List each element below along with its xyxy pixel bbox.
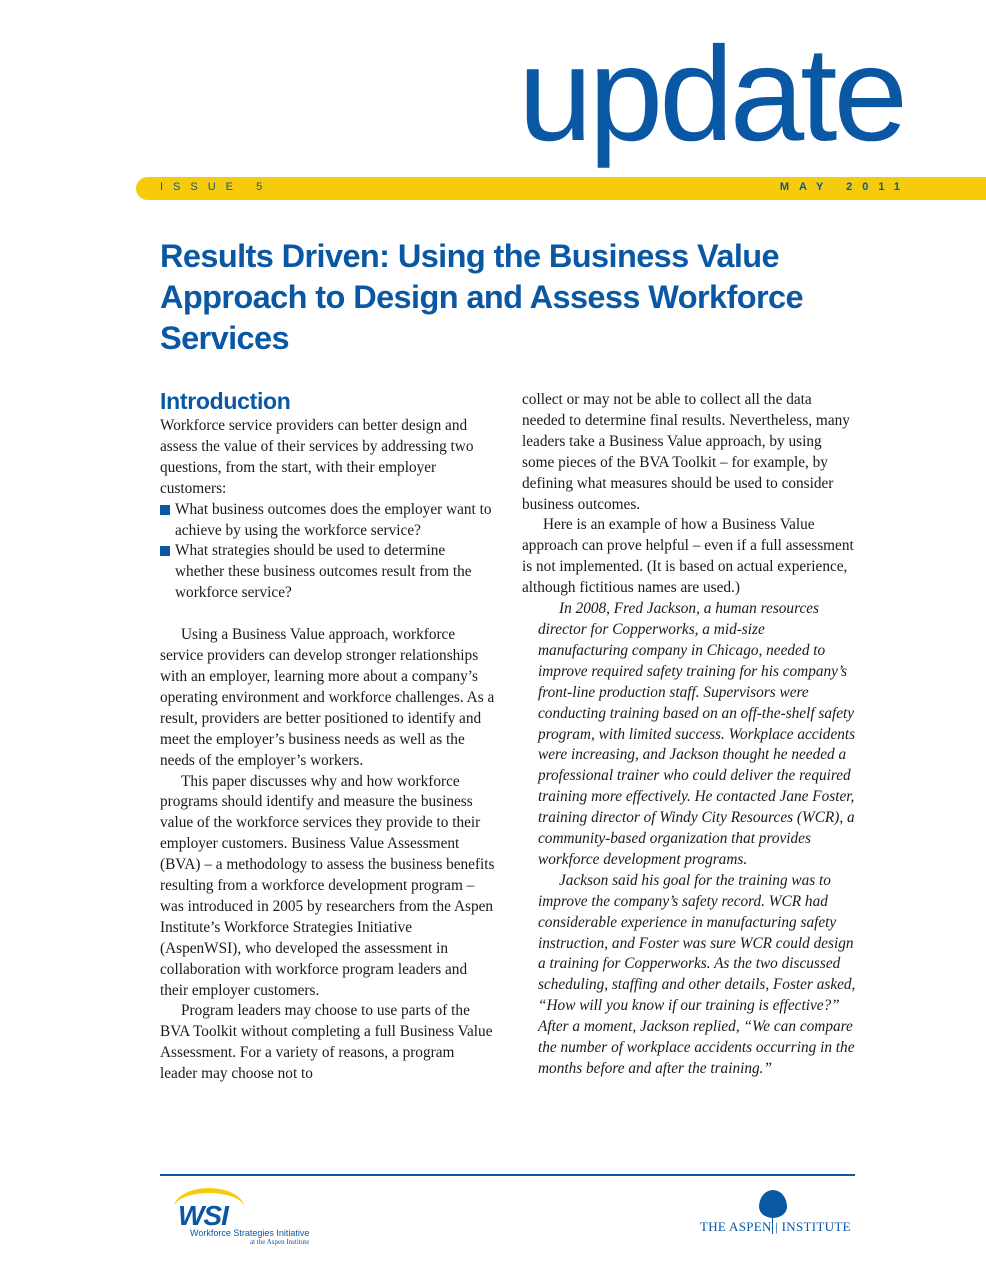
body-paragraph: This paper discusses why and how workforce programs should identify and measure the business value of the workforce services they provide to their employer customers. Business Value Assessment (BVA) – a methodology to assess the business benefits resulting from a workforce development program – was introduced in 2005 by researchers from the Aspen Institute’s Workforce Strategies Initiative (AspenWSI), who developed the assessment in collaboration with workforce program leaders and their employer customers. — [160, 772, 495, 999]
body-paragraph: Program leaders may choose to use parts of the BVA Toolkit without completing a full Business Value Assessment. For a variety of reasons, a program leader may choose not to — [160, 1002, 493, 1083]
square-bullet-icon — [160, 505, 170, 515]
body-paragraph: Here is an example of how a Business Value approach can prove helpful – even if a full assessment is not implemented. (It is based on actual experience, although fictitious names are used.) — [522, 516, 854, 597]
intro-paragraph: Workforce service providers can better design and assess the value of their services by addressing two questions, from the start, with their employer customers: — [160, 417, 474, 497]
right-column — [522, 390, 857, 1080]
aspen-leaf-icon — [759, 1190, 787, 1218]
example-quote — [522, 599, 857, 1080]
issue-number: ISSUE 5 — [160, 181, 273, 193]
list-item-text: What business outcomes does the employer want to achieve by using the workforce service? — [175, 500, 492, 539]
left-column — [160, 386, 495, 1085]
quote-paragraph: Jackson said his goal for the training was to improve the company’s safety record. WCR had considerable experience in manufacturing safety instruction, and Foster was sure WCR could design a training for Copperworks. As the two discussed scheduling, staffing and other details, Foster asked, “How will you know if our training is effective?” After a moment, Jackson replied, “We can compare the number of workplace accidents occurring in the months before and after the training.” — [538, 871, 856, 1077]
square-bullet-icon — [160, 546, 170, 556]
body-paragraph: Using a Business Value approach, workforce service providers can develop stronger relationships with an employer, learning more about a company’s operating environment and workforce challenges. As a result, providers are better positioned to identify and meet the employer’s business needs as well as the needs of the employer’s workers. — [160, 626, 495, 769]
spacer — [160, 604, 495, 625]
wsi-logo-text: WSI — [178, 1200, 228, 1231]
masthead-title: update — [518, 20, 904, 169]
body-paragraph: collect or may not be able to collect all the data needed to determine final results. Nevertheless, many leaders take a Business Value approach, by using some pieces of the BVA Toolkit – for example, by defining what measures should be used to consider business outcomes. — [522, 391, 850, 513]
quote-paragraph: In 2008, Fred Jackson, a human resources director for Copperworks, a mid-size manufacturing company in Chicago, needed to improve required safety training for his company’s front-line production staff. Supervisors were conducting training based on an off-the-shelf safety program, with limited success. Workplace accidents were increasing, and Jackson thought he needed a professional trainer who could deliver the required training more effectively. He contacted Jane Foster, training director of Windy City Resources (WCR), a community-based organization that provides workforce development programs. — [538, 600, 856, 868]
aspen-institute-name: THE ASPEN | INSTITUTE — [700, 1219, 851, 1234]
footer-divider — [160, 1174, 855, 1176]
wsi-logo — [166, 1186, 326, 1248]
aspen-institute-logo — [700, 1190, 860, 1240]
issue-bar — [136, 177, 986, 200]
section-heading: Introduction — [160, 388, 291, 414]
list-item — [160, 500, 495, 542]
list-item — [160, 541, 495, 604]
article-title: Results Driven: Using the Business Value Approach to Design and Assess Workforce Services — [160, 238, 804, 356]
wsi-name: Workforce Strategies Initiative — [190, 1228, 310, 1238]
list-item-text: What strategies should be used to determine whether these business outcomes result from the workforce service? — [175, 542, 472, 602]
wsi-subtitle: at the Aspen Institute — [250, 1238, 310, 1246]
bullet-list — [160, 500, 495, 605]
issue-date: MAY 2011 — [779, 181, 910, 193]
